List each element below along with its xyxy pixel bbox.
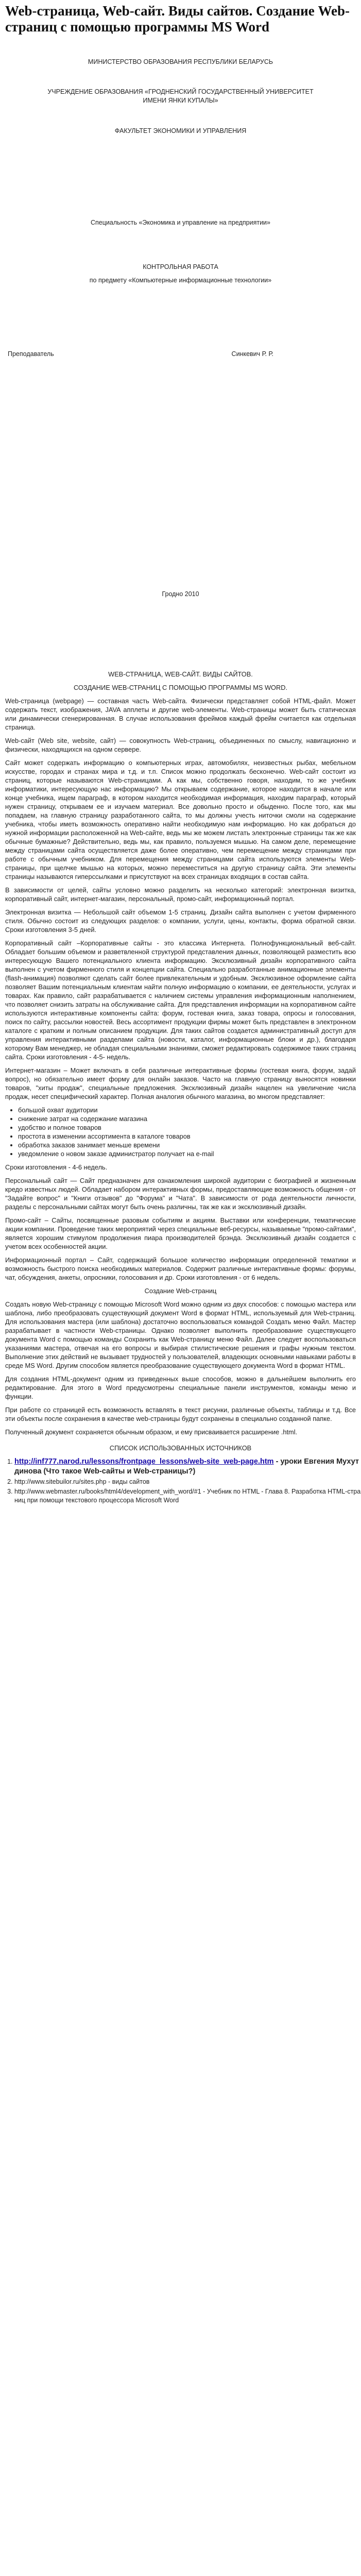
list-item: • уведомление о новом заказе администратор получает на e-mail bbox=[18, 1149, 356, 1158]
paragraph: Сайт может содержать информацию о компьютерных играх, автомобилях, неизвестных рыбах, мебельном искусстве, городах и странах мира и т.д. и т.п. Список можно продолжать бесконечно. Web-сайт состоит из страниц, которые называются Web-страницами. А как мы, собственно говоря, находим, то же учебник информатики, интересующую нас информацию? Мы открываем содержание, которое находится в начале или конце учебника, ищем параграф, в котором находится необходимая информация, находим параграф, который нужен страницу, открываем ее и изучаем материал. Все довольно просто и обыденно. После того, как мы попадаем, на главную страницу разработанного сайта, то мы должны учесть ниточки смоли на содержание учебника, чтобы иметь возможность оперативно найти необходимую нам информацию. Но как добраться до нужной информации расположенной на Web-сайте, ведь мы же можем листать электронные страницы так же как обычные бумажные? Действительно, ведь мы, как правило, пользуемся мышью. На самом деле, перемещение между страницами сайта осуществляется даже более оперативно, чем перемещение между страницами при работе с обычным учебником. Для перемещения между страницами сайта используются элементы Web-страницы, при щелчке мышью на которых, можно переместиться на другую страницу сайта. Эти элементы страницы называются гиперссылками и присутствуют на всех страницах входящих в состав сайта. bbox=[5, 759, 356, 880]
source-desc: - виды сайтов bbox=[106, 1478, 150, 1485]
advantages-list bbox=[5, 1106, 356, 1158]
specialty-line: Специальность «Экономика и управление на предприятии» bbox=[91, 219, 270, 226]
content-subheading: СОЗДАНИЕ WEB-СТРАНИЦ С ПОМОЩЬЮ ПРОГРАММЫ MS WORD. bbox=[73, 684, 288, 691]
source-link[interactable]: http://inf777.narod.ru/lessons/frontpage_lessons/web-site_web-page.htm bbox=[14, 1458, 274, 1466]
paragraph: Корпоративный сайт –Корпоративные сайты - это классика Интернета. Полнофункциональный веб-сайт. Обладает большим объемом и разветвленной структурой представления данных, позволяющей разместить всю интересующую Вашего потенциального клиента информацию. Эксклюзивный дизайн корпоративного сайта выполнен с учетом фирменного стиля и концепции сайта. Специально разработанные анимационные элементы (flash-анимация) позволяют сделать сайт более привлекательным и удобным. Эксклюзивное оформление сайта позволяет Вашим потенциальным клиентам найти полную информацию о компании, ее деятельности, услугах и товарах. Как правило, сайт разрабатывается с наличием системы управления информационным наполнением, что позволяет снизить затраты на обслуживание сайта. Для представления информации на корпоративном сайте используются интерактивные компоненты сайта: форум, гостевая книга, заказ товара, опросы и голосования, поиск по сайту, рассылки новостей. Весь ассортимент продукции фирмы может быть представлен в электронном каталоге с кратким и полным описанием продукции. Для таких сайтов создается административный доступ для управления интерактивными разделами сайта (новости, каталог, информационные блоки и др.), благодаря которому Вам менеджер, не обладая специальными знаниями, сможет редактировать содержимое таких страниц сайта. Сроки изготовления - 4-5- недель. bbox=[5, 939, 356, 1061]
paragraph: Интернет-магазин – Может включать в себя различные интерактивные формы (гостевая книга, форум, задай вопрос), но обязательно имеет форму для онлайн заказов. Часто на главную страницу выносятся новинки товаров, "хиты продаж", специальные предложения. Эксклюзивный дизайн нацелен на увеличение числа продаж, несет специфический характер. Полная аналогия обычного магазина, во многом представляет: bbox=[5, 1066, 356, 1100]
sources-list bbox=[0, 1457, 361, 1505]
paragraph: Промо-сайт – Сайты, посвященные разовым событиям и акциям. Выставки или конференции, тематические акции компании. Проведение таких мероприятий через специальные веб-ресурсы, называемые "промо-сайтами", является хорошим стимулом продолжения пиара производителей брэнда. Эксклюзивный дизайн создается с учетом всех особенностей акции. bbox=[5, 1216, 356, 1250]
source-item bbox=[14, 1487, 361, 1505]
paragraph: Web-сайт (Web site, website, сайт) — совокупность Web-страниц, объединенных по смыслу, навигационно и физически, находящихся на одном сервере. bbox=[5, 737, 356, 753]
source-desc: - уроки Евгения Мухутдинова (Что такое Web-сайты и Web-страницы?) bbox=[14, 1458, 359, 1476]
paragraph: Информационный портал – Сайт, содержащий большое количество информации определенной тематики и возможность быстрого поиска необходимых материалов. Содержит различные интерактивные формы: форумы, чат, обсуждения, анкеты, опросники, голосования и др. Сроки изготовления - от 6 недель. bbox=[5, 1256, 356, 1281]
section-title: Создание Web-страниц bbox=[144, 1287, 217, 1295]
paragraph: Персональный сайт — Сайт предназначен для ознакомления широкой аудитории с биографией и жизненным кредо известных людей. Обладает набором интерактивных формы, предоставляющие возможность общения - от "Задайте вопрос" и "Книги отзывов" до "Форума" и "Чата". В зависимости от рода деятельности личности, разделы с персональными сайтах могут быть очень различны, так же как и эксклюзивный дизайн. bbox=[5, 1177, 356, 1211]
source-item bbox=[14, 1478, 361, 1486]
list-item: • снижение затрат на содержание магазина bbox=[18, 1114, 356, 1123]
paragraph: При работе со страницей есть возможность вставлять в текст рисунки, различные объекты, таблицы и т.д. Все эти объекты после сохранения в качестве web-страницы будут сохранены в специально созданной папке. bbox=[5, 1406, 356, 1422]
teacher-row bbox=[8, 350, 273, 358]
content-heading: WEB-СТРАНИЦА, WEB-САЙТ. ВИДЫ САЙТОВ. bbox=[108, 670, 253, 678]
subject-line: по предмету «Компьютерные информационные технологии» bbox=[89, 277, 272, 284]
work-type: КОНТРОЛЬНАЯ РАБОТА bbox=[143, 263, 218, 270]
paragraph: Создать новую Web-страницу с помощью Microsoft Word можно одним из двух способов: с помощью мастера или шаблона, либо преобразовать существующий документ Word в формат HTML, используемый для Web-страниц. Для использования мастера (или шаблона) достаточно воспользоваться командой Создать меню Файл. Мастер разрабатывает в частности Web-страницы. Однако позволяет выполнить преобразование существующего документа Word с помощью команды Сохранить как Web-страницу меню Файл. Далее следует воспользоваться указаниями мастера, отвечая на его вопросы и выбирая стилистические решения и графы нужным текстом. Выполнение этих действий не вызывает трудностей у пользователей, владеющих основными навыками работы в среде MS Word. Другим способом является преобразование существующего документа Word в формат HTML. bbox=[5, 1300, 356, 1369]
teacher-name: Синкевич Р. Р. bbox=[231, 350, 273, 358]
ministry-line: МИНИСТЕРСТВО ОБРАЗОВАНИЯ РЕСПУБЛИКИ БЕЛАРУСЬ bbox=[88, 58, 273, 65]
paragraph: Электронная визитка — Небольшой сайт объемом 1-5 страниц. Дизайн сайта выполнен с учетом фирменного стиля. Обычно состоит из следующих разделов: о компании, услуги, цены, контакты, форма обратной связи. Сроки изготовления 3-5 дней. bbox=[5, 908, 356, 934]
city-year: Гродно 2010 bbox=[162, 590, 199, 598]
list-item: • простота в изменении ассортимента в каталоге товаров bbox=[18, 1132, 356, 1141]
source-item bbox=[14, 1457, 361, 1477]
source-desc: - Учебник по HTML - Глава 8. Разработка HTML-страниц при помощи текстового процессора Microsoft Word bbox=[14, 1488, 361, 1504]
main-content bbox=[0, 670, 361, 1506]
paragraph: Полученный документ сохраняется обычным образом, и ему присваивается расширение .html. bbox=[5, 1428, 298, 1436]
paragraph: В зависимости от целей, сайты условно можно разделить на несколько категорий: электронная визитка, корпоративный сайт, интернет-магазин, персональный, промо-сайт, информационный портал. bbox=[5, 886, 356, 903]
source-link[interactable]: http://www.sitebuilor.ru/sites.php bbox=[14, 1478, 107, 1485]
page-title: Web-страница, Web-сайт. Виды сайтов. Создание Web-страниц с помощью программы MS Word bbox=[5, 3, 350, 35]
source-link[interactable]: http://www.webmaster.ru/books/html4/development_with_word/#1 bbox=[14, 1488, 201, 1495]
list-item: • удобство и полное товаров bbox=[18, 1123, 356, 1132]
list-item: • обработка заказов занимает меньше времени bbox=[18, 1141, 356, 1149]
sources-title: СПИСОК ИСПОЛЬЗОВАННЫХ ИСТОЧНИКОВ bbox=[109, 1444, 252, 1452]
list-item: • большой охват аудитории bbox=[18, 1106, 356, 1114]
faculty-name: ФАКУЛЬТЕТ ЭКОНОМИКИ И УПРАВЛЕНИЯ bbox=[114, 127, 247, 134]
paragraph: Сроки изготовления - 4-6 недель. bbox=[5, 1163, 108, 1171]
institution-name: УЧРЕЖДЕНИЕ ОБРАЗОВАНИЯ «ГРОДНЕНСКИЙ ГОСУДАРСТВЕННЫЙ УНИВЕРСИТЕТ ИМЕНИ ЯНКИ КУПАЛЫ» bbox=[47, 88, 314, 104]
paragraph: Web-страница (webpage) — составная часть Web-сайта. Физически представляет собой HTML-файл. Может содержать текст, изображения, JAVA апплеты и другие web-элементы. Web-страницы может быть статическая или динамически сгенерированная. В случае использования фреймов каждый фрейм считается как отдельная страница. bbox=[5, 697, 356, 731]
paragraph: Для создания HTML-документ одним из приведенных выше способов, можно в дальнейшем выполнить его редактирование. Для этого в Word предусмотрены специальные панели инструментов, команды меню и функции. bbox=[5, 1375, 356, 1400]
teacher-label: Преподаватель bbox=[8, 350, 54, 358]
